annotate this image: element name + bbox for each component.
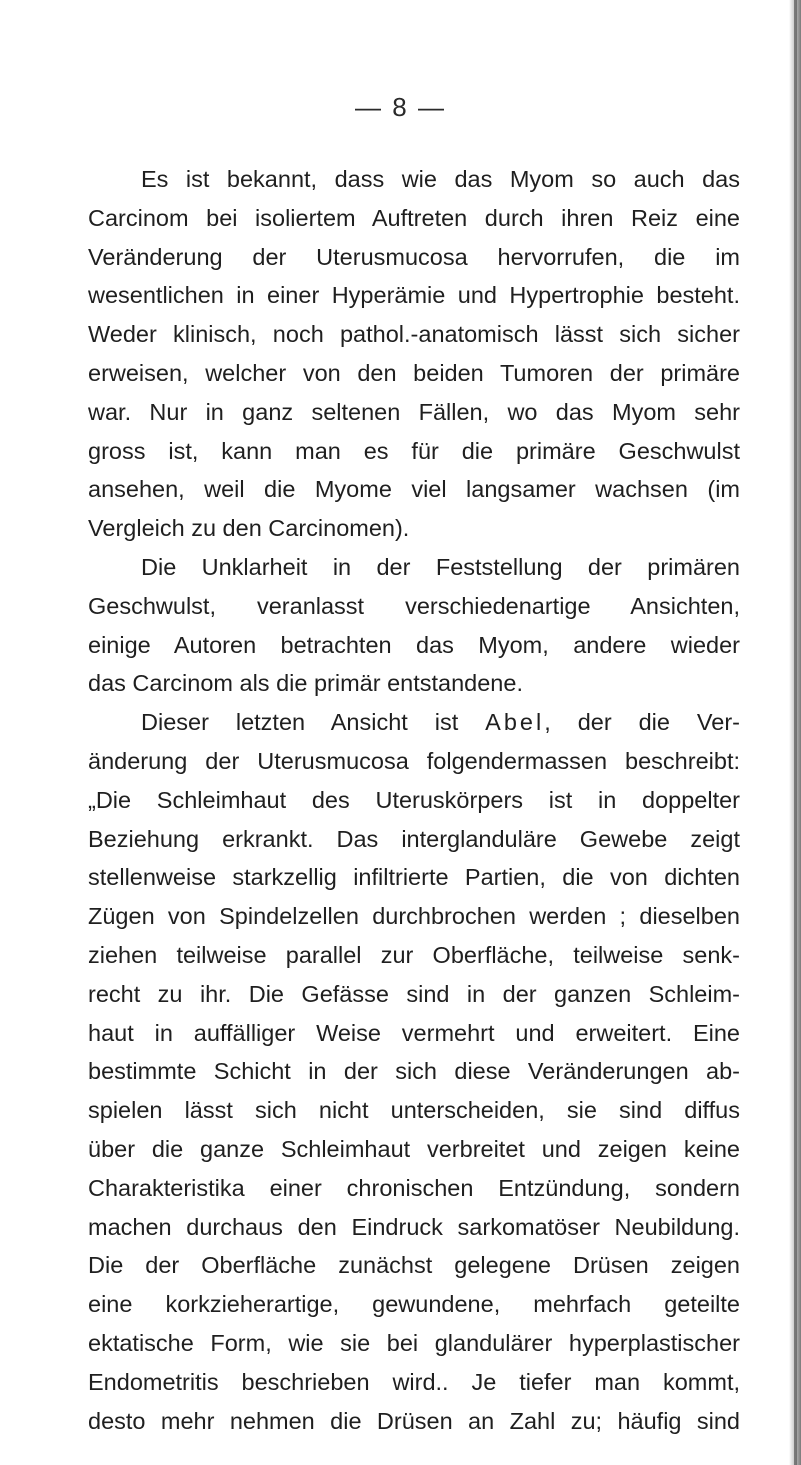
text-line: recht zu ihr. Die Gefässe sind in der ganzen Schleim- xyxy=(88,980,740,1007)
text-line: Carcinom bei isoliertem Auftreten durch ihren Reiz eine xyxy=(88,204,740,231)
text-line: stellenweise starkzellig infiltrierte Partien, die von dichten xyxy=(88,864,740,891)
text-line: spielen lässt sich nicht unterscheiden, sie sind diffus xyxy=(88,1097,740,1124)
text-line: Zügen von Spindelzellen durchbrochen werden ; dieselben xyxy=(88,903,740,930)
text-line: Die der Oberfläche zunächst gelegene Drüsen zeigen xyxy=(88,1252,740,1279)
text-segment: Dieser letzten Ansicht ist xyxy=(141,709,486,736)
text-line: ansehen, weil die Myome viel langsamer wachsen (im xyxy=(88,476,740,503)
text-line: Geschwulst, veranlasst verschiedenartige Ansichten, xyxy=(88,592,740,619)
text-line: Es ist bekannt, dass wie das Myom so auch das xyxy=(141,166,740,192)
text-line: ziehen teilweise parallel zur Oberfläche, teilweise senk- xyxy=(88,941,740,968)
text-line: erweisen, welcher von den beiden Tumoren der primäre xyxy=(88,359,740,386)
text-line: Veränderung der Uterusmucosa hervorrufen, die im xyxy=(88,243,740,270)
text-line: machen durchaus den Eindruck sarkomatöser Neubildung. xyxy=(88,1213,740,1240)
text-line: desto mehr nehmen die Drüsen an Zahl zu; häufig sind xyxy=(88,1407,740,1434)
text-line: ektatische Form, wie sie bei glandulärer hyperplastischer xyxy=(88,1329,740,1356)
text-line: bestimmte Schicht in der sich diese Veränderungen ab- xyxy=(88,1058,740,1085)
text-line: das Carcinom als die primär entstandene. xyxy=(88,670,523,697)
text-line: eine korkzieherartige, gewundene, mehrfach geteilte xyxy=(88,1291,740,1318)
text-line-author xyxy=(88,703,740,742)
text-line: änderung der Uterusmucosa folgendermassen beschreibt: xyxy=(88,747,740,774)
text-line: über die ganze Schleimhaut verbreitet und zeigen keine xyxy=(88,1135,740,1162)
text-line: „Die Schleimhaut des Uteruskörpers ist in doppelter xyxy=(88,786,740,813)
body-text xyxy=(88,160,740,1440)
page-number: — 8 — xyxy=(355,92,446,122)
text-line: gross ist, kann man es für die primäre Geschwulst xyxy=(88,437,740,464)
text-line: Die Unklarheit in der Feststellung der primären xyxy=(141,553,740,580)
author-name: Abel xyxy=(485,709,545,736)
text-line: war. Nur in ganz seltenen Fällen, wo das Myom sehr xyxy=(88,398,740,425)
text-line: Beziehung erkrankt. Das interglanduläre Gewebe zeigt xyxy=(88,825,740,852)
text-line: Weder klinisch, noch pathol.-anatomisch lässt sich sicher xyxy=(88,321,740,348)
text-line: wesentlichen in einer Hyperämie und Hypertrophie besteht. xyxy=(88,282,740,309)
text-line: haut in auffälliger Weise vermehrt und erweitert. Eine xyxy=(88,1019,740,1046)
text-segment: , der die Ver- xyxy=(544,709,740,736)
text-line: Endometritis beschrieben wird.. Je tiefer man kommt, xyxy=(88,1368,740,1395)
text-line: Vergleich zu den Carcinomen). xyxy=(88,515,410,542)
page-edge-line xyxy=(794,0,797,1465)
text-line: Charakteristika einer chronischen Entzündung, sondern xyxy=(88,1174,740,1201)
text-line: einige Autoren betrachten das Myom, andere wieder xyxy=(88,631,740,658)
